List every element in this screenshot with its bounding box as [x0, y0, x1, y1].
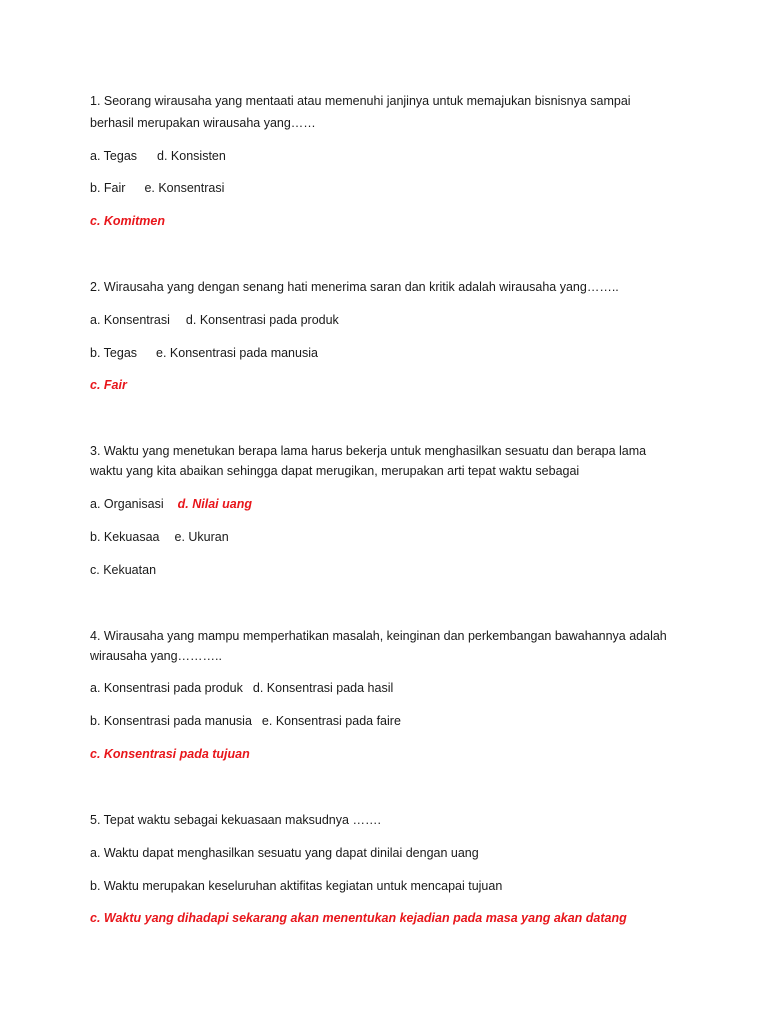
- question-4-options-row-1: [90, 680, 393, 696]
- question-2-option-b: b. Tegas: [90, 346, 138, 360]
- question-1-option-e: e. Konsentrasi: [144, 181, 225, 195]
- question-3-option-b: b. Kekuasaa: [90, 530, 160, 544]
- question-2-option-e: e. Konsentrasi pada manusia: [156, 346, 318, 360]
- question-3-options-row-1: [90, 496, 252, 512]
- question-1-option-b: b. Fair: [90, 181, 126, 195]
- question-5-stem-line-1: 5. Tepat waktu sebagai kekuasaan maksudnya …….: [90, 813, 381, 827]
- question-3-option-c: c. Kekuatan: [90, 563, 157, 577]
- question-3-option-e: e. Ukuran: [174, 530, 229, 544]
- question-1-stem-line-1: 1. Seorang wirausaha yang mentaati atau memenuhi janjinya untuk memajukan bisnisnya sampai: [90, 94, 631, 108]
- question-3-options-row-2: [90, 529, 229, 545]
- question-4-option-d: d. Konsentrasi pada hasil: [252, 681, 394, 695]
- question-2-options-row-2: [90, 345, 318, 361]
- question-5-option-b: b. Waktu merupakan keseluruhan aktifitas kegiatan untuk mencapai tujuan: [90, 879, 503, 893]
- question-2-option-d: d. Konsentrasi pada produk: [185, 313, 339, 327]
- question-4-option-b: b. Konsentrasi pada manusia: [90, 714, 252, 728]
- question-5-option-a: a. Waktu dapat menghasilkan sesuatu yang dapat dinilai dengan uang: [90, 846, 479, 860]
- question-3-stem-line-1: 3. Waktu yang menetukan berapa lama harus bekerja untuk menghasilkan sesuatu dan berapa lama: [90, 444, 647, 458]
- question-2-option-a: a. Konsentrasi: [90, 313, 170, 327]
- question-4-option-a: a. Konsentrasi pada produk: [90, 681, 243, 695]
- question-4-stem-line-2: wirausaha yang………..: [90, 649, 223, 663]
- question-4-option-e: e. Konsentrasi pada faire: [261, 714, 401, 728]
- question-4-options-row-2: [90, 713, 401, 729]
- question-1-options-row-1: [90, 148, 226, 164]
- question-4-answer-option-c: c. Konsentrasi pada tujuan: [90, 747, 250, 761]
- question-1-option-d: d. Konsisten: [157, 149, 226, 163]
- question-1-answer-option-c: c. Komitmen: [90, 214, 166, 228]
- question-2-answer-option-c: c. Fair: [90, 378, 127, 392]
- question-1-options-row-2: [90, 180, 224, 196]
- question-2-options-row-1: [90, 312, 339, 328]
- question-3-answer-option-d: d. Nilai uang: [177, 497, 252, 511]
- question-1-option-a: a. Tegas: [90, 149, 138, 163]
- question-4-stem-line-1: 4. Wirausaha yang mampu memperhatikan masalah, keinginan dan perkembangan bawahannya adalah: [90, 629, 667, 643]
- question-2-stem-line-1: 2. Wirausaha yang dengan senang hati menerima saran dan kritik adalah wirausaha yang……..: [90, 280, 619, 294]
- question-5-answer-option-c: c. Waktu yang dihadapi sekarang akan menentukan kejadian pada masa yang akan datang: [90, 911, 627, 925]
- question-1-stem-line-2: berhasil merupakan wirausaha yang……: [90, 116, 316, 130]
- question-3-stem-line-2: waktu yang kita abaikan sehingga dapat merugikan, merupakan arti tepat waktu sebagai: [90, 464, 580, 478]
- question-3-option-a: a. Organisasi: [90, 497, 164, 511]
